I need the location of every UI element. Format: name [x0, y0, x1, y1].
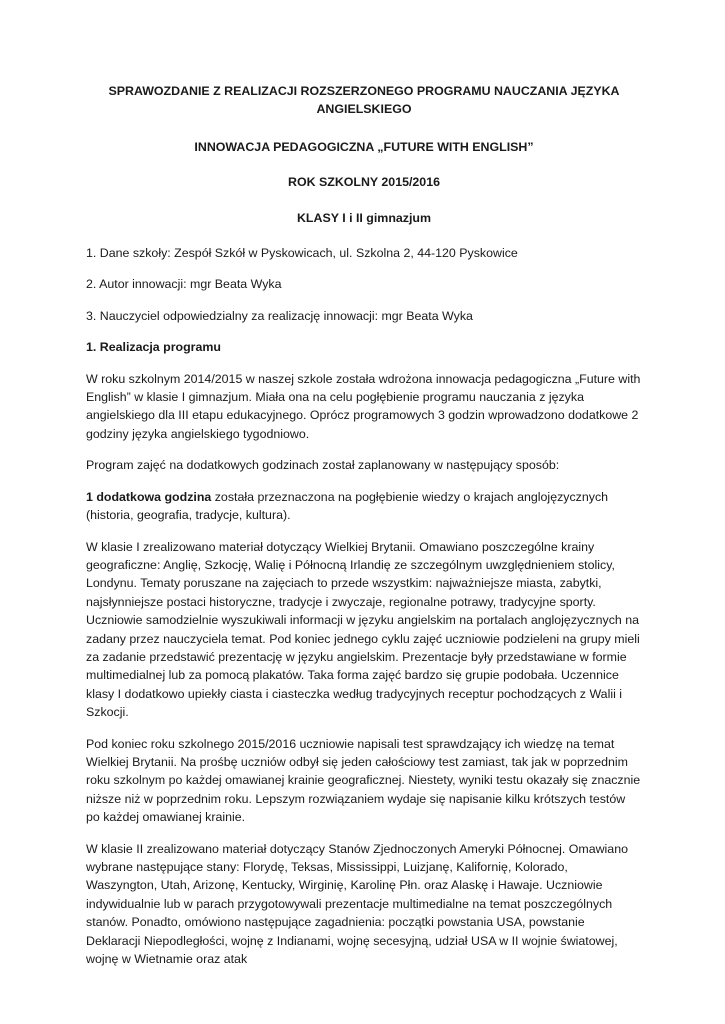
- paragraph-test: Pod koniec roku szkolnego 2015/2016 uczniowie napisali test sprawdzający ich wiedzę na temat Wielkiej Brytanii. Na prośbę uczniów odbył się jeden całościowy test zamiast, tak jak w poprzednim roku szkolnym po każdej omawianej krainie geograficznej. Niestety, wyniki testu okazały się znacznie niższe niż w poprzednim roku. Lepszym rozwiązaniem wydaje się napisanie kilku krótszych testów po każdej omawianej krainie.: [86, 736, 641, 825]
- school-info: 1. Dane szkoły: Zespół Szkół w Pyskowicach, ul. Szkolna 2, 44-120 Pyskowice: [86, 246, 518, 261]
- paragraph-intro: W roku szkolnym 2014/2015 w naszej szkole została wdrożona innowacja pedagogiczna „Future with English” w klasie I gimnazjum. Miała ona na celu pogłębienie programu nauczania z języka angielskiego dla III etapu edukacyjnego. Oprócz programowych 3 godzin wprowadzono dodatkowe 2 godziny języka angielskiego tygodniowo.: [86, 371, 641, 441]
- school-year-heading: ROK SZKOLNY 2015/2016: [288, 175, 440, 190]
- paragraph-class-one: W klasie I zrealizowano materiał dotyczący Wielkiej Brytanii. Omawiano poszczególne krainy geograficzne: Anglię, Szkocję, Walię i Północną Irlandię ze szczególnym uwzględnieniem stolicy, Londynu. Tematy poruszane na zajęciach to przede wszystkim: najważniejsze miasta, zabytki, najsłynniejsze postaci historyczne, tradycje i zwyczaje, regionalne potrawy, tradycyjne sporty. Uczniowie samodzielnie wyszukiwali informacji w języku angielskim na portalach anglojęzycznych na zadany przez nauczyciela temat. Pod koniec jednego cyklu zajęć uczniowie podzieleni na grupy mieli za zadanie przedstawić prezentację w języku angielskim. Prezentacje były przedstawiane w formie multimedialnej lub za pomocą plakatów. Taka forma zajęć bardzo się grupie podobała. Uczennice klasy I dodatkowo upiekły ciasta i ciasteczka według tradycyjnych receptur pochodzących z Walii i Szkocji.: [86, 539, 640, 720]
- classes-heading: KLASY I i II gimnazjum: [296, 210, 432, 225]
- author-info: 2. Autor innowacji: mgr Beata Wyka: [86, 277, 282, 292]
- innovation-title: INNOWACJA PEDAGOGICZNA „FUTURE WITH ENGLISH”: [194, 139, 534, 154]
- section-title: 1. Realizacja programu: [86, 340, 221, 355]
- paragraph-extra-hour: [86, 488, 642, 525]
- paragraph-program: Program zajęć na dodatkowych godzinach został zaplanowany w następujący sposób:: [86, 458, 560, 473]
- document-page: [86, 82, 642, 981]
- extra-hour-text: została przeznaczona na pogłębienie wiedzy o krajach anglojęzycznych (historia, geografia, tradycje, kultura).: [86, 489, 609, 523]
- teacher-info: 3. Nauczyciel odpowiedzialny za realizację innowacji: mgr Beata Wyka: [86, 308, 473, 323]
- extra-hour-label: 1 dodatkowa godzina: [86, 489, 212, 504]
- paragraph-class-two: W klasie II zrealizowano materiał dotyczący Stanów Zjednoczonych Ameryki Północnej. Omawiano wybrane następujące stany: Florydę, Teksas, Mississippi, Luizjanę, Kalifornię, Kolorado, Waszyngton, Utah, Arizonę, Kentucky, Wirginię, Karolinę Płn. oraz Alaskę i Hawaje. Uczniowie indywidualnie lub w parach przygotowywali prezentacje multimedialne na temat poszczególnych stanów. Ponadto, omówiono następujące zagadnienia: początki powstania USA, powstanie Deklaracji Niepodległości, wojnę z Indianami, wojnę secesyjną, udział USA w II wojnie światowej, wojnę w Wietnamie oraz atak: [86, 841, 628, 967]
- report-title: SPRAWOZDANIE Z REALIZACJI ROZSZERZONEGO PROGRAMU NAUCZANIA JĘZYKA ANGIELSKIEGO: [108, 84, 620, 117]
